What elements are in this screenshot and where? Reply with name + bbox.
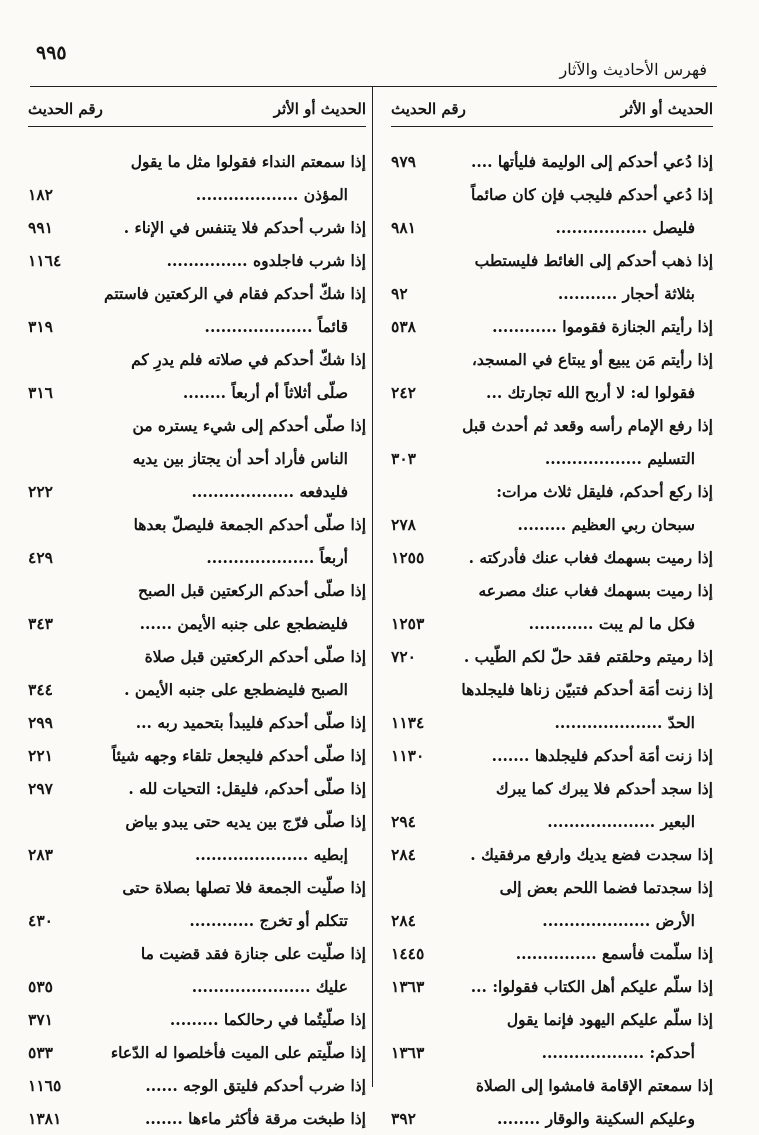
- index-entry: [28, 706, 366, 739]
- index-entry: [28, 772, 366, 805]
- entry-line: [28, 475, 366, 508]
- hadith-number: ٢٤٢: [391, 383, 416, 402]
- index-entry: [28, 211, 366, 244]
- index-entry: [28, 739, 366, 772]
- entry-line: [28, 937, 366, 970]
- entry-text: إذا سمعتم النداء فقولوا مثل ما يقول: [130, 152, 366, 171]
- entry-text: إذا دُعي أحدكم إلى الوليمة فليأتها ....: [470, 152, 713, 171]
- index-entry: [391, 838, 713, 871]
- index-entry: [28, 244, 366, 277]
- entry-line: [28, 442, 366, 475]
- index-entry: [391, 937, 713, 970]
- index-entry: [391, 673, 713, 739]
- hadith-number: ٤٢٩: [28, 548, 53, 567]
- header-rule: [30, 86, 717, 87]
- entry-text: إذا صلّيتم على الميت فأخلصوا له الدّعاء: [110, 1043, 366, 1062]
- entry-line: [28, 1003, 366, 1036]
- entry-text: فليضطجع على جنبه الأيمن ......: [139, 614, 348, 633]
- entry-line: [391, 343, 713, 376]
- entry-line: [391, 640, 713, 673]
- entry-text: إذا صلّى فرّج بين يديه حتى يبدو بياض: [125, 812, 366, 831]
- hadith-number: ٩٧٩: [391, 152, 416, 171]
- hadith-number: ١٢٥٥: [391, 548, 425, 567]
- entry-line: [391, 805, 713, 838]
- entry-text: فليدفعه ...................: [191, 482, 348, 501]
- entry-text: إذا صلّى أحدكم فليجعل تلقاء وجهه شيئاً: [111, 746, 366, 765]
- entry-line: [28, 211, 366, 244]
- entry-text: إذا صلّى أحدكم إلى شيء يستره من: [132, 416, 366, 435]
- entry-text: إذا سلّم عليكم أهل الكتاب فقولوا: ...: [470, 977, 713, 996]
- index-column-left: [28, 92, 366, 1135]
- hadith-number: ١٣٦٣: [391, 1043, 425, 1062]
- entry-line: [28, 541, 366, 574]
- entry-text: إذا زنت أمَة أحدكم فليجلدها .......: [491, 746, 713, 765]
- entry-text: إذا صلّى أحدكم فليبدأ بتحميد ربه ...: [135, 713, 366, 732]
- entry-text: إذا صلّى أحدكم الركعتين قبل الصبح: [138, 581, 366, 600]
- index-entry: [391, 244, 713, 310]
- entry-text: إذا رميتم وحلقتم فقد حلّ لكم الطّيب .: [463, 647, 713, 666]
- entry-text: تتكلم أو تخرج ............: [189, 911, 348, 930]
- header-text-label: الحديث أو الأثر: [620, 100, 713, 118]
- entry-text: عليك ......................: [191, 977, 348, 996]
- entry-line: [391, 838, 713, 871]
- entry-line: [28, 409, 366, 442]
- index-entry: [391, 409, 713, 475]
- index-entry: [391, 1069, 713, 1135]
- column-divider: [372, 87, 373, 1087]
- hadith-number: ٢٨٤: [391, 911, 416, 930]
- entry-line: [28, 574, 366, 607]
- entry-line: [28, 805, 366, 838]
- hadith-number: ٤٣٠: [28, 911, 53, 930]
- index-entry: [28, 640, 366, 706]
- entry-line: [391, 244, 713, 277]
- entry-line: [28, 772, 366, 805]
- entry-line: [28, 1069, 366, 1102]
- hadith-number: ٢٧٨: [391, 515, 416, 534]
- index-entry: [28, 508, 366, 574]
- column-header: [391, 92, 713, 127]
- entry-text: إذا رميت بسهمك فغاب عنك مصرعه: [478, 581, 713, 600]
- entry-text: إذا سمعتم الإقامة فامشوا إلى الصلاة: [475, 1076, 713, 1095]
- entry-text: الصبح فليضطجع على جنبه الأيمن .: [124, 680, 348, 699]
- hadith-number: ١١٦٤: [28, 251, 62, 270]
- hadith-number: ١٣٦٣: [391, 977, 425, 996]
- entry-line: [391, 607, 713, 640]
- index-entry: [28, 1036, 366, 1069]
- entry-text: إذا سلّم عليكم اليهود فإنما يقول: [506, 1010, 713, 1029]
- hadith-number: ٢٩٤: [391, 812, 416, 831]
- entry-text: إذا طبخت مرقة فأكثر ماءها .......: [144, 1109, 366, 1128]
- entry-text: إذا سلّمت فأسمع ...............: [515, 944, 713, 963]
- entries-list: [28, 145, 366, 1135]
- entry-line: [391, 409, 713, 442]
- entry-line: [28, 1102, 366, 1135]
- entry-text: أربعاً ....................: [206, 548, 348, 567]
- index-entry: [391, 310, 713, 343]
- index-entry: [391, 640, 713, 673]
- hadith-number: ١٤٤٥: [391, 944, 425, 963]
- entry-text: إذا صلّى أحدكم الركعتين قبل صلاة: [144, 647, 366, 666]
- entry-line: [391, 541, 713, 574]
- index-entry: [28, 1003, 366, 1036]
- hadith-number: ١١٦٥: [28, 1076, 62, 1095]
- entry-text: وعليكم السكينة والوقار ........: [497, 1109, 695, 1128]
- entry-line: [391, 739, 713, 772]
- entry-text: إبطيه .....................: [194, 845, 348, 864]
- entry-line: [391, 871, 713, 904]
- entry-line: [28, 376, 366, 409]
- entry-text: إذا زنت أمَة أحدكم فتبيّن زناها فليجلدها: [461, 680, 713, 699]
- entry-text: إذا رأيتم الجنازة فقوموا ............: [492, 317, 713, 336]
- entry-text: إذا رميت بسهمك فغاب عنك فأدركته .: [468, 548, 713, 567]
- hadith-number: ٢٢١: [28, 746, 53, 765]
- entry-text: صلّى أثلاثاً أم أربعاً ........: [182, 383, 348, 402]
- entry-line: [391, 1003, 713, 1036]
- index-entry: [391, 739, 713, 772]
- hadith-number: ١١٣٠: [391, 746, 425, 765]
- hadith-number: ٩٩١: [28, 218, 53, 237]
- index-entry: [391, 145, 713, 178]
- entry-text: الحدّ ....................: [554, 713, 695, 732]
- index-entry: [391, 871, 713, 937]
- hadith-number: ٩٨١: [391, 218, 416, 237]
- index-column-right: [391, 92, 713, 1135]
- entry-text: بثلاثة أحجار ...........: [557, 284, 695, 303]
- entry-text: إذا رفع الإمام رأسه وقعد ثم أحدث قبل: [462, 416, 713, 435]
- entry-line: [28, 244, 366, 277]
- index-entry: [28, 343, 366, 409]
- entry-line: [391, 673, 713, 706]
- index-entry: [28, 277, 366, 343]
- hadith-number: ٣٩٢: [391, 1109, 416, 1128]
- hadith-number: ١٨٢: [28, 185, 53, 204]
- header-number-label: رقم الحديث: [391, 100, 466, 118]
- entry-line: [391, 211, 713, 244]
- entry-text: الأرض ....................: [542, 911, 695, 930]
- entry-line: [28, 739, 366, 772]
- entry-line: [391, 904, 713, 937]
- entry-line: [28, 970, 366, 1003]
- entry-line: [391, 475, 713, 508]
- hadith-number: ٢٨٤: [391, 845, 416, 864]
- entry-line: [28, 607, 366, 640]
- entry-line: [391, 277, 713, 310]
- entry-text: فقولوا له: لا أربح الله تجارتك ...: [486, 383, 695, 402]
- entry-line: [28, 277, 366, 310]
- hadith-number: ٣٤٣: [28, 614, 53, 633]
- hadith-number: ٥٣٣: [28, 1043, 53, 1062]
- hadith-number: ٣٠٣: [391, 449, 416, 468]
- entry-line: [391, 937, 713, 970]
- entry-text: إذا رأيتم مَن يبيع أو يبتاع في المسجد،: [471, 350, 713, 369]
- header-number-label: رقم الحديث: [28, 100, 103, 118]
- index-entry: [391, 772, 713, 838]
- index-entry: [28, 1102, 366, 1135]
- entry-text: إذا صلّيتُما في رحالكما .........: [169, 1010, 366, 1029]
- hadith-number: ٧٢٠: [391, 647, 416, 666]
- entry-text: إذا دُعي أحدكم فليجب فإن كان صائماً: [470, 185, 713, 204]
- index-entry: [391, 343, 713, 409]
- entry-text: أحدكم: ...................: [541, 1043, 695, 1062]
- entry-text: إذا ركع أحدكم، فليقل ثلاث مرات:: [496, 482, 713, 501]
- entries-list: [391, 145, 713, 1135]
- entry-text: إذا شكّ أحدكم فقام في الركعتين فاستتم: [104, 284, 366, 303]
- entry-line: [391, 772, 713, 805]
- page-number: ٩٩٥: [36, 42, 67, 64]
- hadith-number: ٥٣٨: [391, 317, 416, 336]
- index-entry: [28, 409, 366, 508]
- hadith-number: ٢٨٣: [28, 845, 53, 864]
- entry-line: [28, 1036, 366, 1069]
- entry-text: إذا سجدت فضع يديك وارفع مرفقيك .: [470, 845, 713, 864]
- hadith-number: ٣٧١: [28, 1010, 53, 1029]
- running-title: فهرس الأحاديث والآثار: [559, 60, 707, 79]
- entry-line: [28, 310, 366, 343]
- entry-line: [391, 442, 713, 475]
- index-entry: [391, 574, 713, 640]
- entry-text: إذا ذهب أحدكم إلى الغائط فليستطب: [474, 251, 713, 270]
- entry-text: إذا صلّى أحدكم، فليقل: التحيات لله .: [128, 779, 366, 798]
- entry-text: إذا شرب أحدكم فلا يتنفس في الإناء .: [123, 218, 366, 237]
- entry-line: [28, 508, 366, 541]
- entry-text: قائماً ....................: [204, 317, 348, 336]
- entry-line: [391, 706, 713, 739]
- hadith-number: ٩٢: [391, 284, 408, 303]
- entry-text: إذا صلّى أحدكم الجمعة فليصلّ بعدها: [133, 515, 366, 534]
- entry-line: [391, 1069, 713, 1102]
- entry-text: إذا صلّيت الجمعة فلا تصلها بصلاة حتى: [122, 878, 366, 897]
- entry-line: [391, 376, 713, 409]
- entry-line: [28, 145, 366, 178]
- entry-line: [28, 838, 366, 871]
- entry-text: فليصل .................: [555, 218, 695, 237]
- hadith-number: ٣٤٤: [28, 680, 53, 699]
- entry-text: التسليم ..................: [544, 449, 695, 468]
- column-header: [28, 92, 366, 127]
- entry-line: [391, 1102, 713, 1135]
- entry-line: [391, 1036, 713, 1069]
- entry-line: [391, 310, 713, 343]
- index-entry: [391, 475, 713, 541]
- entry-text: فكل ما لم يبت ............: [528, 614, 695, 633]
- entry-text: إذا ضرب أحدكم فليتق الوجه ......: [145, 1076, 366, 1095]
- header-text-label: الحديث أو الأثر: [273, 100, 366, 118]
- entry-text: إذا شكّ أحدكم في صلاته فلم يدرِ كم: [131, 350, 366, 369]
- hadith-number: ٢٩٧: [28, 779, 53, 798]
- entry-line: [28, 673, 366, 706]
- index-entry: [391, 178, 713, 244]
- entry-text: الناس فأراد أحد أن يجتاز بين يديه: [132, 449, 348, 468]
- index-entry: [28, 937, 366, 1003]
- hadith-number: ٣١٦: [28, 383, 53, 402]
- entry-text: إذا سجد أحدكم فلا يبرك كما يبرك: [495, 779, 713, 798]
- index-entry: [391, 970, 713, 1003]
- entry-line: [391, 145, 713, 178]
- entry-line: [28, 904, 366, 937]
- entry-line: [391, 508, 713, 541]
- index-entry: [391, 541, 713, 574]
- hadith-number: ١٢٥٣: [391, 614, 425, 633]
- entry-line: [391, 970, 713, 1003]
- entry-line: [28, 706, 366, 739]
- index-entry: [28, 871, 366, 937]
- hadith-number: ٢٢٢: [28, 482, 53, 501]
- entry-line: [28, 343, 366, 376]
- entry-text: إذا صلّيت على جنازة فقد قضيت ما: [140, 944, 366, 963]
- entry-line: [391, 178, 713, 211]
- entry-text: إذا سجدتما فضما اللحم بعض إلى: [499, 878, 713, 897]
- entry-text: إذا شرب فاجلدوه ...............: [166, 251, 366, 270]
- hadith-number: ٣١٩: [28, 317, 53, 336]
- hadith-number: ١٣٨١: [28, 1109, 62, 1128]
- hadith-number: ١١٣٤: [391, 713, 425, 732]
- hadith-number: ٢٩٩: [28, 713, 53, 732]
- entry-line: [28, 871, 366, 904]
- hadith-number: ٥٣٥: [28, 977, 53, 996]
- entry-line: [28, 178, 366, 211]
- index-entry: [391, 1003, 713, 1069]
- entry-line: [391, 574, 713, 607]
- index-entry: [28, 145, 366, 211]
- index-entry: [28, 574, 366, 640]
- index-entry: [28, 1069, 366, 1102]
- entry-text: المؤذن ...................: [195, 185, 348, 204]
- entry-text: سبحان ربي العظيم .........: [517, 515, 695, 534]
- index-entry: [28, 805, 366, 871]
- entry-text: البعير ....................: [547, 812, 695, 831]
- entry-line: [28, 640, 366, 673]
